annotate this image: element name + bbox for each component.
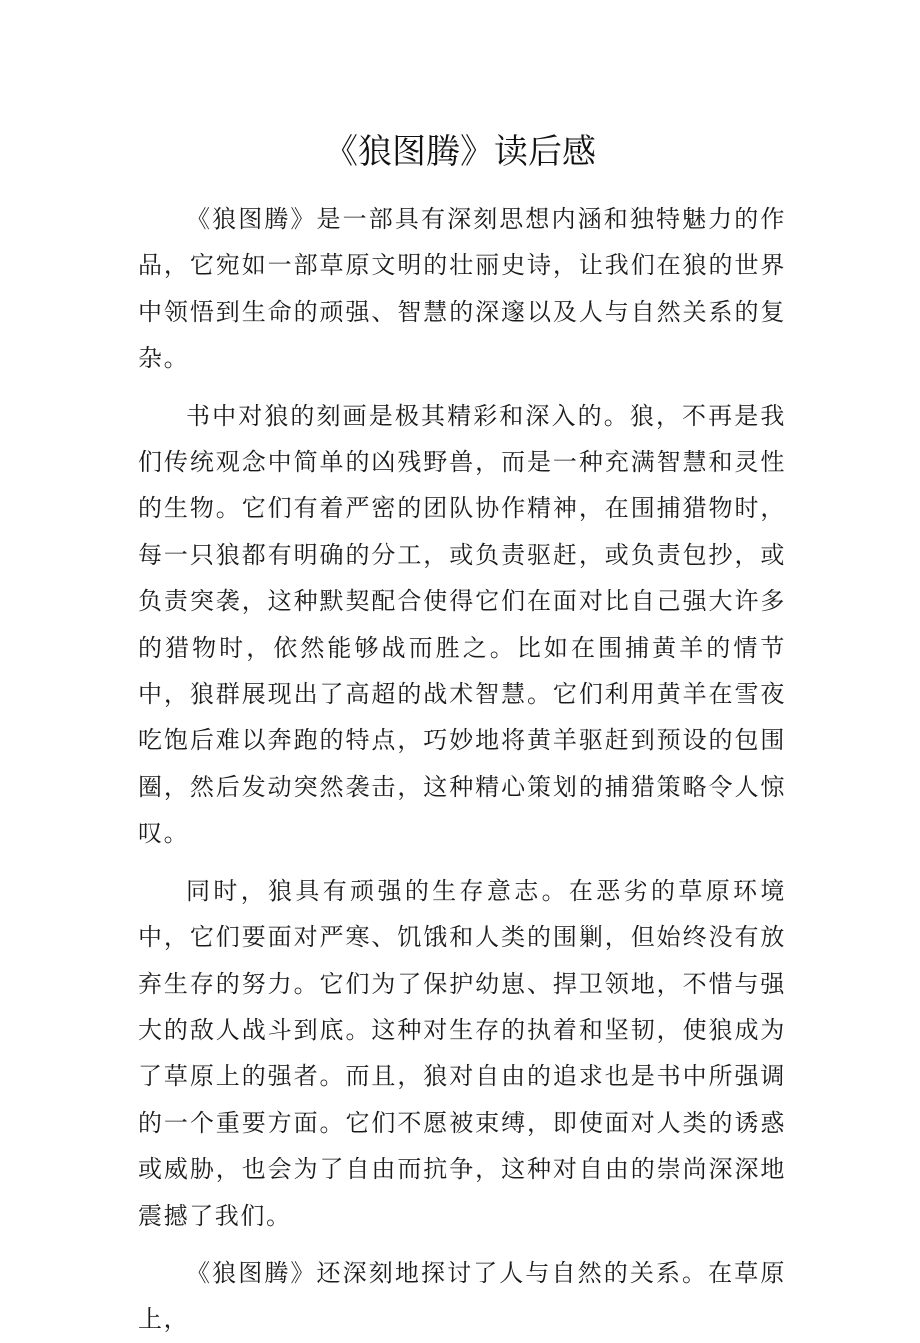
- paragraph-intro: 《狼图腾》是一部具有深刻思想内涵和独特魅力的作品，它宛如一部草原文明的壮丽史诗，让我们在狼的世界中领悟到生命的顽强、智慧的深邃以及人与自然关系的复杂。: [138, 205, 786, 373]
- document-body: [138, 196, 786, 1343]
- paragraph-human-nature: 《狼图腾》还深刻地探讨了人与自然的关系。在草原上，: [138, 1258, 786, 1334]
- document-title: 《狼图腾》读后感: [324, 132, 596, 172]
- paragraph-survival-will: 同时，狼具有顽强的生存意志。在恶劣的草原环境中，它们要面对严寒、饥饿和人类的围剿，但始终没有放弃生存的努力。它们为了保护幼崽、捍卫领地，不惜与强大的敌人战斗到底。这种对生存的执着和坚韧，使狼成为了草原上的强者。而且，狼对自由的追求也是书中所强调的一个重要方面。它们不愿被束缚，即使面对人类的诱惑或威胁，也会为了自由而抗争，这种对自由的崇尚深深地震撼了我们。: [138, 876, 786, 1230]
- paragraph-wolf-portrayal: 书中对狼的刻画是极其精彩和深入的。狼，不再是我们传统观念中简单的凶残野兽，而是一种充满智慧和灵性的生物。它们有着严密的团队协作精神，在围捕猎物时，每一只狼都有明确的分工，或负责驱赶，或负责包抄，或负责突袭，这种默契配合使得它们在面对比自己强大许多的猎物时，依然能够战而胜之。比如在围捕黄羊的情节中，狼群展现出了高超的战术智慧。它们利用黄羊在雪夜吃饱后难以奔跑的特点，巧妙地将黄羊驱赶到预设的包围圈，然后发动突然袭击，这种精心策划的捕猎策略令人惊叹。: [138, 401, 786, 848]
